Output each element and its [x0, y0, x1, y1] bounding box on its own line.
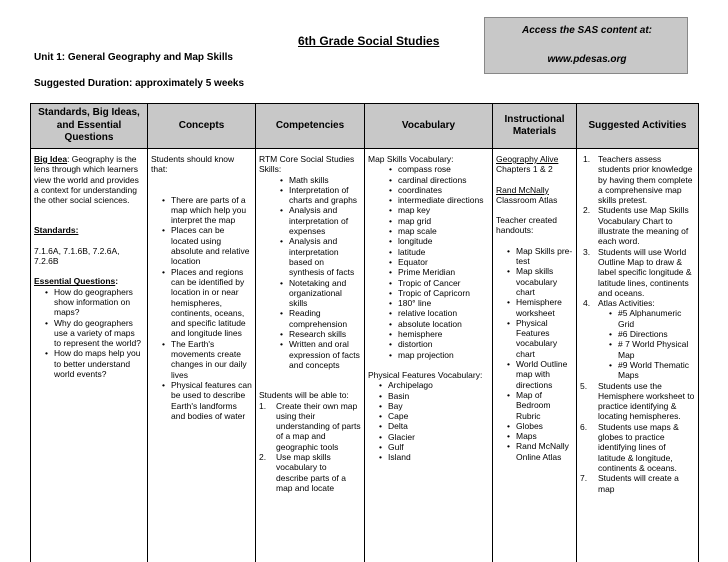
list-item: • Reading comprehension	[277, 308, 361, 329]
list-item: • Hemisphere worksheet	[504, 297, 573, 318]
list-item: • Interpretation of charts and graphs	[277, 185, 361, 206]
list-item: • map key	[386, 205, 489, 215]
physical-vocab-intro: Physical Features Vocabulary:	[368, 369, 483, 380]
header-standards: Standards, Big Ideas, and Essential Questions	[31, 104, 148, 149]
list-item: • Research skills	[277, 329, 361, 339]
list-item: • Notetaking and organizational skills	[277, 278, 361, 309]
vocabulary-cell	[365, 149, 493, 562]
list-item: • Basin	[376, 391, 489, 401]
essential-questions-label: Essential Questions	[34, 276, 116, 287]
able-to-intro: Students will be able to:	[259, 390, 349, 401]
header-concepts: Concepts	[148, 104, 256, 149]
materials-cell	[493, 149, 577, 562]
table-row	[31, 149, 699, 562]
list-item: • How do geographers show information on maps?	[42, 287, 144, 318]
list-item: • Cape	[376, 411, 489, 421]
list-item: • longitude	[386, 236, 489, 246]
list-item: • Analysis and interpretation of expenses	[277, 205, 361, 236]
big-idea-text: : Geography is the lens through which learners view the world and provides a context for understanding the other social sciences.	[34, 154, 139, 206]
material-geography-alive-detail: Chapters 1 & 2	[496, 164, 553, 175]
handouts-intro: Teacher created handouts:	[496, 215, 557, 236]
list-item: • Equator	[386, 257, 489, 267]
list-item: • Glacier	[376, 432, 489, 442]
document-title: 6th Grade Social Studies	[298, 34, 440, 48]
list-item: • intermediate directions	[386, 195, 489, 205]
list-item: • latitude	[386, 247, 489, 257]
list-item: • Physical Features vocabulary chart	[504, 318, 573, 359]
standards-cell	[31, 149, 148, 562]
list-item: • Analysis and interpretation based on synthesis of facts	[277, 236, 361, 277]
concepts-intro: Students should know that:	[151, 154, 235, 175]
table-header-row	[31, 104, 699, 149]
list-item: • Delta	[376, 421, 489, 431]
essential-questions-heading: Essential Questions:	[34, 276, 119, 287]
list-item: • World Outline map with directions	[504, 359, 573, 390]
material-rand-mcnally-detail: Classroom Atlas	[496, 194, 558, 205]
list-item: • 180° line	[386, 298, 489, 308]
list-item: 1. Create their own map using their understanding of parts of a map and geographic tools	[259, 400, 361, 452]
list-item: • How do maps help you to better understand world events?	[42, 348, 144, 379]
activities-cell	[577, 149, 699, 562]
list-item: • Archipelago	[376, 380, 489, 390]
header-vocabulary: Vocabulary	[365, 104, 493, 149]
list-item: 7. Students will create a map	[580, 473, 679, 494]
list-item: • Bay	[376, 401, 489, 411]
big-idea	[34, 154, 144, 205]
atlas-activities-list	[606, 308, 695, 380]
sas-url[interactable]: www.pdesas.org	[547, 54, 627, 65]
list-item: • Tropic of Capricorn	[386, 288, 489, 298]
list-item: • Physical features can be used to describe Earth's landforms and bodies of water	[159, 380, 252, 421]
list-item: • # 7 World Physical Map	[606, 339, 695, 360]
unit-title: Unit 1: General Geography and Map Skills	[34, 52, 233, 63]
competencies-intro: RTM Core Social Studies Skills:	[259, 154, 355, 175]
list-item: • distortion	[386, 339, 489, 349]
header-materials: Instructional Materials	[493, 104, 577, 149]
competencies-cell	[256, 149, 365, 562]
list-item: • Places can be located using absolute and relative location	[159, 225, 252, 266]
map-vocab-list	[368, 164, 489, 360]
header-competencies: Competencies	[256, 104, 365, 149]
standards-label: Standards:	[34, 225, 79, 236]
handouts-list	[496, 246, 573, 462]
suggested-duration: Suggested Duration: approximately 5 weeks	[34, 78, 245, 89]
list-item: • map projection	[386, 350, 489, 360]
list-item: 2. Use map skills vocabulary to describe parts of a map and locate	[259, 452, 346, 493]
list-item: • #9 World Thematic Maps	[606, 360, 695, 381]
list-item: • Map skills vocabulary chart	[504, 266, 573, 297]
list-item: • hemisphere	[386, 329, 489, 339]
list-item: • Tropic of Cancer	[386, 278, 489, 288]
list-item: • #5 Alphanumeric Grid	[606, 308, 695, 329]
list-item: • Map of Bedroom Rubric	[504, 390, 573, 421]
list-item: 2. Students use Map Skills Vocabulary Chart to illustrate the meaning of each word.	[583, 205, 689, 247]
physical-vocab-list	[368, 380, 489, 462]
list-item: • Gulf	[376, 442, 489, 452]
list-item: • Math skills	[277, 175, 361, 185]
list-item: • There are parts of a map which help you interpret the map	[159, 195, 252, 226]
list-item: • coordinates	[386, 185, 489, 195]
skills-list	[259, 175, 361, 371]
list-item: • compass rose	[386, 164, 489, 174]
list-item: • absolute location	[386, 319, 489, 329]
list-item: • Prime Meridian	[386, 267, 489, 277]
curriculum-table	[30, 103, 699, 562]
material-geography-alive: Geography Alive	[496, 154, 559, 164]
list-item: • Rand McNally Online Atlas	[504, 441, 573, 462]
list-item: • map grid	[386, 216, 489, 226]
sas-access-label: Access the SAS content at:	[521, 25, 653, 36]
able-to-list	[259, 401, 361, 494]
list-item: 5. Students use the Hemisphere worksheet to practice identifying & locating hemispheres.	[580, 380, 695, 422]
list-item: • cardinal directions	[386, 175, 489, 185]
list-item: • Island	[376, 452, 489, 462]
list-item: • Places and regions can be identified by location in or near hemispheres, continents, oceans, and specific latitude and longitude lines	[159, 267, 252, 339]
list-item: 1. Teachers assess students prior knowledge by having them complete a comprehensive map skills pretest.	[583, 154, 693, 206]
header-activities: Suggested Activities	[577, 104, 699, 149]
essential-questions-list	[34, 287, 144, 380]
list-item: • relative location	[386, 308, 489, 318]
list-item: • Map Skills pre-test	[504, 246, 573, 267]
list-item: • Maps	[504, 431, 573, 441]
activities-list	[580, 154, 695, 494]
material-rand-mcnally: Rand McNally	[496, 184, 549, 195]
list-item: • Why do geographers use a variety of maps to represent the world?	[42, 318, 144, 349]
list-item: 6. Students use maps & globes to practice identifying lines of latitude & longitude, continents & oceans.	[580, 421, 679, 473]
concepts-list	[151, 195, 252, 422]
list-item: • map scale	[386, 226, 489, 236]
concepts-cell	[148, 149, 256, 562]
standards-codes: 7.1.6A, 7.1.6B, 7.2.6A, 7.2.6B	[34, 245, 120, 267]
list-item: 4. Atlas Activities:	[583, 298, 655, 309]
map-vocab-intro: Map Skills Vocabulary:	[368, 154, 454, 164]
list-item: • Globes	[504, 421, 573, 431]
sas-callout-box	[484, 17, 688, 74]
list-item: • The Earth's movements create changes in our daily lives	[159, 339, 252, 380]
list-item: • #6 Directions	[606, 329, 695, 339]
list-item: • Written and oral expression of facts and concepts	[277, 339, 361, 370]
list-item: 3. Students will use World Outline Map to draw & label specific longitude & latitude lines, continents and oceans.	[583, 246, 692, 298]
big-idea-label: Big Idea	[34, 154, 68, 164]
